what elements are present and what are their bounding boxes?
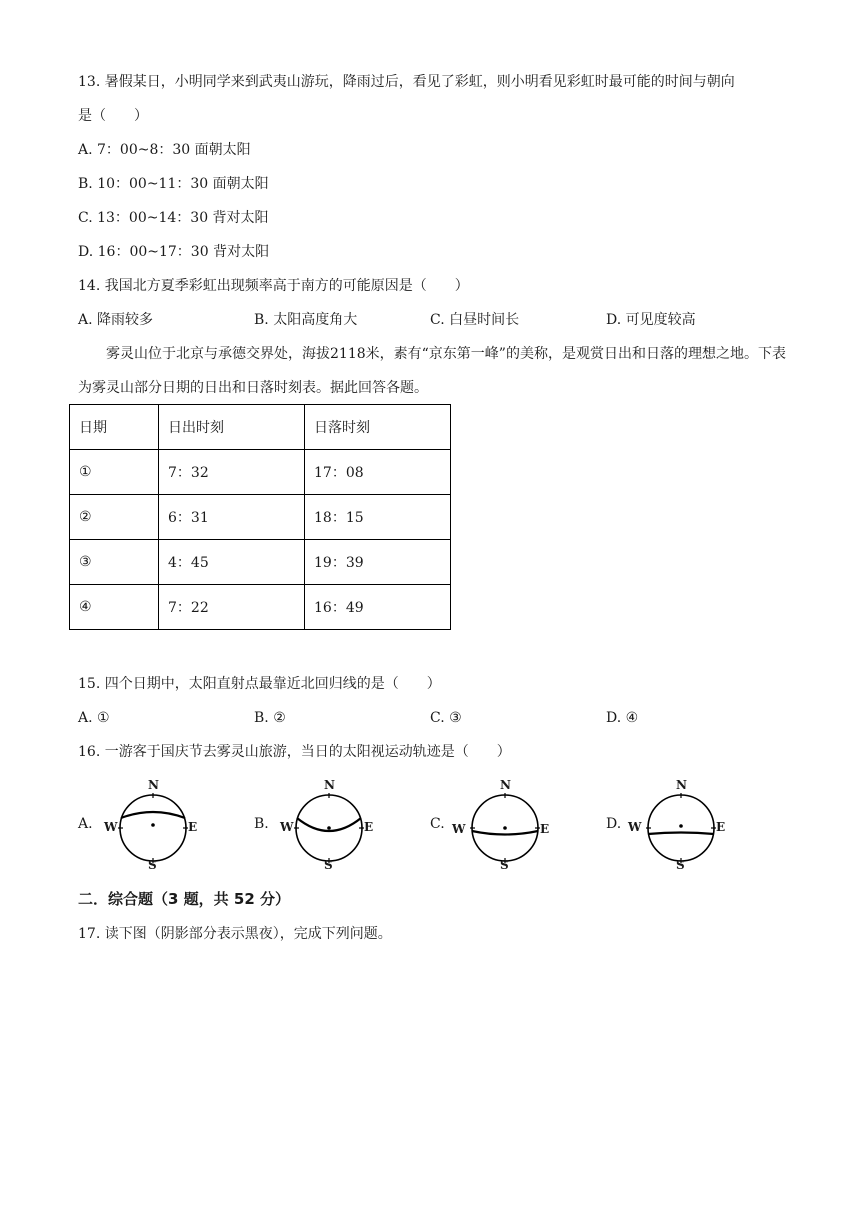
compass-e: E bbox=[540, 822, 550, 836]
table-cell: ① bbox=[70, 450, 159, 495]
table-cell: 17：08 bbox=[305, 450, 451, 495]
passage-text: 雾灵山位于北京与承德交界处，海拔2118米，素有“京东第一峰”的美称，是观赏日出和日落的理想之地。下表为雾灵山部分日期的日出和日落时刻表。据此回答各题。 bbox=[78, 346, 786, 396]
q14-option-c: C. 白昼时间长 bbox=[430, 312, 520, 328]
table-header-row bbox=[70, 405, 451, 450]
table-cell: ④ bbox=[70, 585, 159, 630]
compass-n: N bbox=[148, 778, 159, 792]
sun-path-diagram-d bbox=[626, 776, 756, 876]
q13-option-a: A. 7：00~8：30 面朝太阳 bbox=[78, 142, 251, 158]
compass-e: E bbox=[188, 820, 198, 834]
q16-stem: 16. 一游客于国庆节去雾灵山旅游，当日的太阳视运动轨迹是（ ） bbox=[78, 744, 511, 760]
q14-stem: 14. 我国北方夏季彩虹出现频率高于南方的可能原因是（ ） bbox=[78, 278, 469, 294]
table-cell: 18：15 bbox=[305, 495, 451, 540]
q14-option-a: A. 降雨较多 bbox=[78, 312, 154, 328]
compass-w: W bbox=[452, 822, 466, 836]
diagram-option-label: B. bbox=[254, 816, 269, 832]
table-row bbox=[70, 450, 451, 495]
q15-stem: 15. 四个日期中，太阳直射点最靠近北回归线的是（ ） bbox=[78, 676, 441, 692]
diagram-option-label: D. bbox=[606, 816, 622, 832]
compass-e: E bbox=[364, 820, 374, 834]
table-header-cell: 日落时刻 bbox=[305, 405, 451, 450]
section-title: 二．综合题（3 题，共 52 分） bbox=[78, 890, 290, 908]
q15-option-c: C. ③ bbox=[430, 710, 462, 726]
q13-option-b: B. 10：00~11：30 面朝太阳 bbox=[78, 176, 269, 192]
q14-option-d: D. 可见度较高 bbox=[606, 312, 696, 328]
compass-n: N bbox=[676, 778, 687, 792]
table-header-cell: 日期 bbox=[70, 405, 159, 450]
q15-option-a: A. ① bbox=[78, 710, 110, 726]
compass-s: S bbox=[676, 858, 685, 872]
diagram-option-label: C. bbox=[430, 816, 445, 832]
q13-stem-line2: 是（ ） bbox=[78, 108, 148, 124]
compass-s: S bbox=[148, 858, 157, 872]
table-cell: ③ bbox=[70, 540, 159, 585]
compass-s: S bbox=[500, 858, 509, 872]
diagram-option-label: A. bbox=[78, 816, 93, 832]
table-cell: 7：22 bbox=[159, 585, 305, 630]
table-cell: 6：31 bbox=[159, 495, 305, 540]
compass-w: W bbox=[104, 820, 118, 834]
q13-option-c: C. 13：00~14：30 背对太阳 bbox=[78, 210, 269, 226]
compass-n: N bbox=[500, 778, 511, 792]
table-header-cell: 日出时刻 bbox=[159, 405, 305, 450]
table-cell: ② bbox=[70, 495, 159, 540]
compass-n: N bbox=[324, 778, 335, 792]
q13-option-d: D. 16：00~17：30 背对太阳 bbox=[78, 244, 270, 260]
table-row bbox=[70, 540, 451, 585]
table-cell: 7：32 bbox=[159, 450, 305, 495]
sun-path-diagram-a bbox=[98, 776, 228, 876]
table-row bbox=[70, 585, 451, 630]
compass-e: E bbox=[716, 820, 726, 834]
sunrise-sunset-table bbox=[69, 404, 451, 630]
table-row bbox=[70, 495, 451, 540]
compass-w: W bbox=[628, 820, 642, 834]
sun-path-diagram-c bbox=[450, 776, 580, 876]
compass-s: S bbox=[324, 858, 333, 872]
table-cell: 19：39 bbox=[305, 540, 451, 585]
q15-option-b: B. ② bbox=[254, 710, 286, 726]
sun-path-diagram-b bbox=[274, 776, 404, 876]
table-cell: 16：49 bbox=[305, 585, 451, 630]
table-cell: 4：45 bbox=[159, 540, 305, 585]
q17-stem: 17. 读下图（阴影部分表示黑夜），完成下列问题。 bbox=[78, 926, 392, 942]
q13-stem-line1: 13. 暑假某日，小明同学来到武夷山游玩，降雨过后，看见了彩虹，则小明看见彩虹时最可能的时间与朝向 bbox=[78, 74, 735, 90]
compass-w: W bbox=[280, 820, 294, 834]
q15-option-d: D. ④ bbox=[606, 710, 639, 726]
q14-option-b: B. 太阳高度角大 bbox=[254, 312, 358, 328]
